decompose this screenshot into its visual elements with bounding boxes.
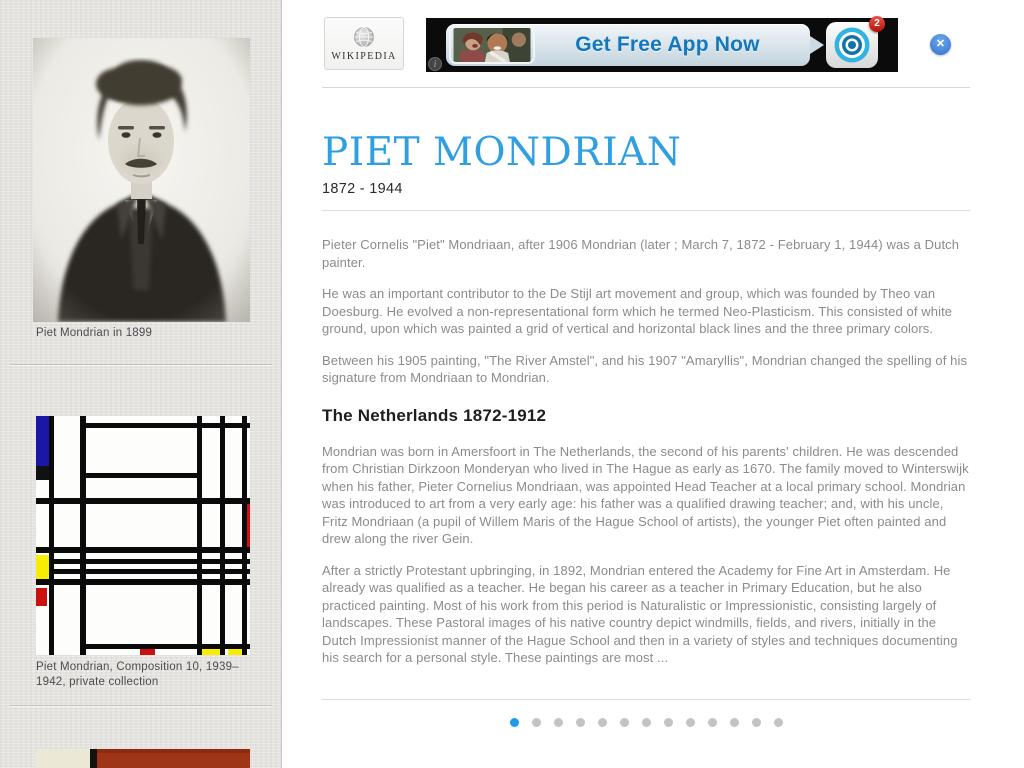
portrait-illustration bbox=[33, 38, 250, 322]
portrait-caption: Piet Mondrian in 1899 bbox=[36, 327, 153, 339]
ad-people-photo bbox=[449, 26, 535, 64]
section-heading: The Netherlands 1872-1912 bbox=[322, 405, 547, 425]
pagination-dot[interactable] bbox=[554, 718, 563, 727]
page-title: PIET MONDRIAN bbox=[322, 130, 682, 175]
pagination-dot[interactable] bbox=[774, 718, 783, 727]
life-dates: 1872 - 1944 bbox=[322, 181, 403, 197]
sidebar-divider bbox=[10, 364, 272, 365]
pagination-dot[interactable] bbox=[620, 718, 629, 727]
info-icon[interactable]: i bbox=[428, 57, 442, 71]
portrait-photo-mondrian-1899[interactable] bbox=[33, 38, 250, 322]
intro-paragraph: He was an important contributor to the De Stijl art movement and group, which was founded by Theo van Doesburg. He evolved a non-representational form which he termed Neo-Plasticism. This consisted of white ground, upon which was painted a grid of vertical and horizontal black lines and the three primary colors. bbox=[322, 286, 953, 336]
divider bbox=[322, 210, 970, 211]
pagination-dot[interactable] bbox=[532, 718, 541, 727]
notification-badge: 2 bbox=[869, 16, 885, 32]
pagination-dot[interactable] bbox=[730, 718, 739, 727]
pagination-dot[interactable] bbox=[642, 718, 651, 727]
intro-paragraph: Pieter Cornelis "Piet" Mondriaan, after 1906 Mondrian (later ; March 7, 1872 - February 1, 1944) was a Dutch painter. bbox=[322, 237, 960, 270]
pagination-dot[interactable] bbox=[510, 718, 519, 727]
pagination-dot[interactable] bbox=[598, 718, 607, 727]
ad-banner[interactable] bbox=[426, 18, 898, 72]
sidebar-divider bbox=[10, 705, 272, 706]
target-app-icon[interactable] bbox=[826, 18, 880, 68]
composition-10-image[interactable] bbox=[36, 416, 250, 655]
pagination-dot[interactable] bbox=[664, 718, 673, 727]
third-artwork-illustration bbox=[36, 749, 250, 768]
ad-bubble bbox=[446, 24, 810, 66]
article bbox=[322, 130, 970, 727]
wikipedia-label: WIKIPEDIA bbox=[331, 50, 397, 62]
sidebar bbox=[0, 0, 282, 768]
wikipedia-button[interactable] bbox=[324, 17, 404, 70]
pagination-dot[interactable] bbox=[576, 718, 585, 727]
pagination-dot[interactable] bbox=[708, 718, 717, 727]
mondrian-grid-illustration bbox=[36, 416, 250, 655]
section-paragraph: Mondrian was born in Amersfoort in The Netherlands, the second of his parents' children. He was descended from Christian Dirkzoon Monderyan who lived in The Hague as early as 1670. The family moved to Winterswijk when his father, Pieter Cornelius Mondriaan, was appointed Head Teacher at a local primary school. Mondrian was introduced to art from a very early age: his father was a qualified drawing teacher; and, with his uncle, Fritz Mondriaan (a pupil of Willem Maris of the Hague School of artists), the younger Piet often painted and drew along the river Gein. bbox=[322, 443, 969, 546]
close-icon: ✕ bbox=[935, 38, 946, 50]
wikipedia-globe-icon bbox=[353, 26, 375, 48]
third-artwork-image[interactable] bbox=[36, 749, 250, 768]
pagination-dot[interactable] bbox=[752, 718, 761, 727]
main-panel bbox=[282, 0, 1024, 768]
intro-paragraph: Between his 1905 painting, "The River Amstel", and his 1907 "Amaryllis", Mondrian changed the spelling of his signature from Mondriaan to Mondrian. bbox=[322, 352, 968, 385]
ad-bubble-tail bbox=[810, 36, 824, 54]
composition-caption: Piet Mondrian, Composition 10, 1939–1942, private collection bbox=[36, 661, 239, 688]
pagination bbox=[322, 718, 970, 727]
pagination-dot[interactable] bbox=[686, 718, 695, 727]
divider bbox=[322, 699, 970, 700]
header-bar bbox=[322, 0, 970, 88]
section-paragraph: After a strictly Protestant upbringing, in 1892, Mondrian entered the Academy for Fine Art in Amsterdam. He already was qualified as a teacher. He began his career as a teacher in Primary Education, but he also practiced painting. Most of his work from this period is Naturalistic or Impressionistic, consisting largely of landscapes. These Pastoral images of his native country depict windmills, fields, and rivers, initially in the Dutch Impressionist manner of the Hague School and then in a variety of styles and techniques documenting his search for a personal style. These paintings are most ... bbox=[322, 562, 958, 665]
close-ad-button[interactable] bbox=[930, 34, 951, 55]
ad-cta-text: Get Free App Now bbox=[575, 33, 760, 56]
